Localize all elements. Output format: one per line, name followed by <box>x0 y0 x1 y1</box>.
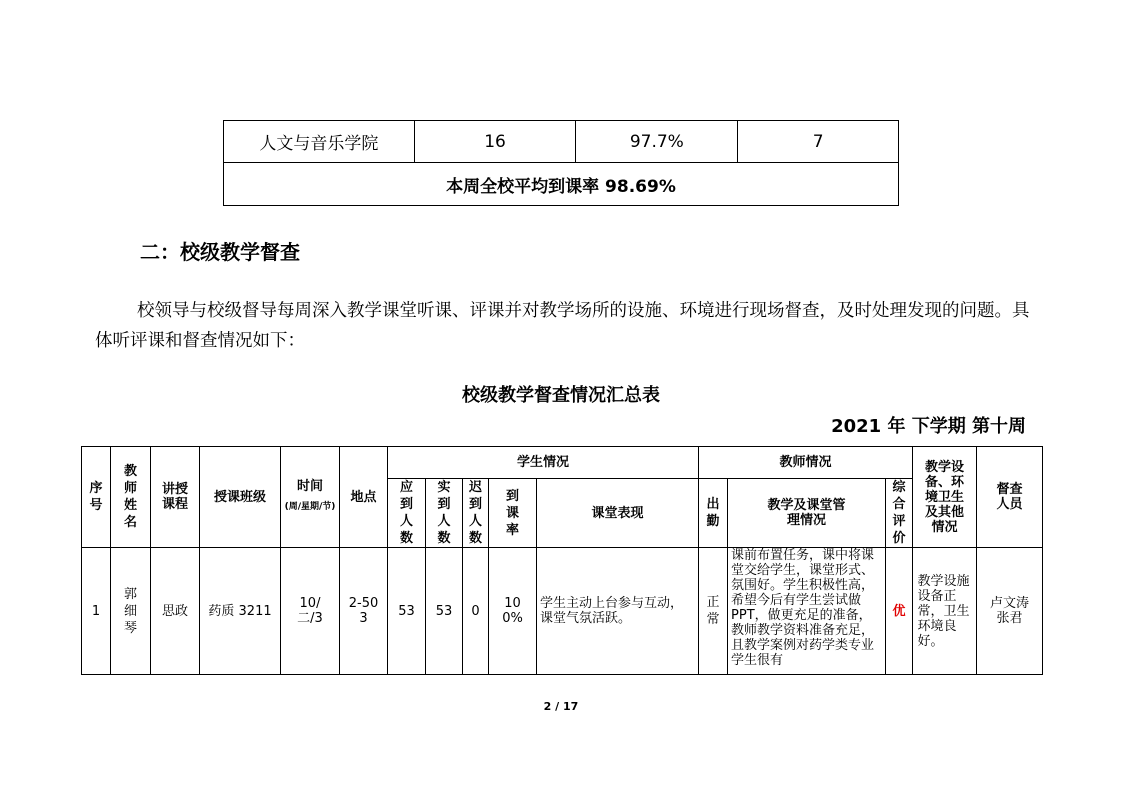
average-cell <box>224 163 899 206</box>
cell-actual: 53 <box>426 548 463 675</box>
header-teacher: 教师姓名 <box>111 447 151 548</box>
header-class: 授课班级 <box>200 447 281 548</box>
header-attendance: 出勤 <box>699 479 728 548</box>
section-title: 二：校级教学督查 <box>140 240 300 264</box>
cell-env: 教学设施设备正常，卫生环境良好。 <box>913 548 977 675</box>
supervision-table <box>81 446 1043 675</box>
attendance-table <box>223 120 899 206</box>
header-student-group: 学生情况 <box>388 447 699 479</box>
cell-attendance: 正常 <box>699 548 728 675</box>
cell-inspector: 卢文涛张君 <box>977 548 1043 675</box>
college-cell: 人文与音乐学院 <box>224 121 415 163</box>
cell-teacher: 郭细琴 <box>111 548 151 675</box>
header-seq: 序号 <box>82 447 111 548</box>
header-late: 迟到人数 <box>463 479 489 548</box>
page-number: 2 / 17 <box>543 700 579 713</box>
cell-time: 10/二/3 <box>281 548 340 675</box>
table-title: 校级教学督查情况汇总表 <box>462 385 660 406</box>
rate-cell: 97.7% <box>576 121 738 163</box>
count-cell: 16 <box>414 121 576 163</box>
average-row <box>224 163 899 206</box>
cell-seq: 1 <box>82 548 111 675</box>
cell-overall: 优 <box>886 548 913 675</box>
average-label: 本周全校平均到课率 <box>446 176 600 197</box>
header-overall: 综合评价 <box>886 479 913 548</box>
cell-course: 思政 <box>151 548 200 675</box>
cell-class: 药质 3211 <box>200 548 281 675</box>
header-actual: 实到人数 <box>426 479 463 548</box>
header-place: 地点 <box>340 447 388 548</box>
absent-cell: 7 <box>738 121 899 163</box>
cell-teaching-mgmt: 课前布置任务，课中将课堂交给学生，课堂形式、氛围好。学生积极性高，希望今后有学生尝试做 PPT，做更充足的准备，教师教学资料准备充足，且教学案例对药学类专业学生很有 <box>728 548 886 675</box>
cell-rate: 100% <box>489 548 537 675</box>
cell-expected: 53 <box>388 548 426 675</box>
header-performance: 课堂表现 <box>537 479 699 548</box>
header-env: 教学设备、环境卫生及其他情况 <box>913 447 977 548</box>
table-row <box>224 121 899 163</box>
cell-place: 2-503 <box>340 548 388 675</box>
table-row <box>82 548 1043 675</box>
header-inspector: 督查人员 <box>977 447 1043 548</box>
average-value: 98.69% <box>605 176 676 197</box>
term-label: 2021 年 下学期 第十周 <box>831 416 1026 437</box>
header-time-sub: (周/星期/节) <box>284 502 336 512</box>
header-row <box>82 447 1043 479</box>
cell-performance: 学生主动上台参与互动，课堂气氛活跃。 <box>537 548 699 675</box>
cell-late: 0 <box>463 548 489 675</box>
header-teaching-mgmt: 教学及课堂管理情况 <box>728 479 886 548</box>
header-teacher-group: 教师情况 <box>699 447 913 479</box>
header-course: 讲授课程 <box>151 447 200 548</box>
header-expected: 应到人数 <box>388 479 426 548</box>
header-rate: 到课率 <box>489 479 537 548</box>
header-time-label: 时间 <box>296 479 323 494</box>
header-time <box>281 447 340 548</box>
section-paragraph: 校领导与校级督导每周深入教学课堂听课、评课并对教学场所的设施、环境进行现场督查，及时处理发现的问题。具体听评课和督查情况如下： <box>95 301 1030 351</box>
